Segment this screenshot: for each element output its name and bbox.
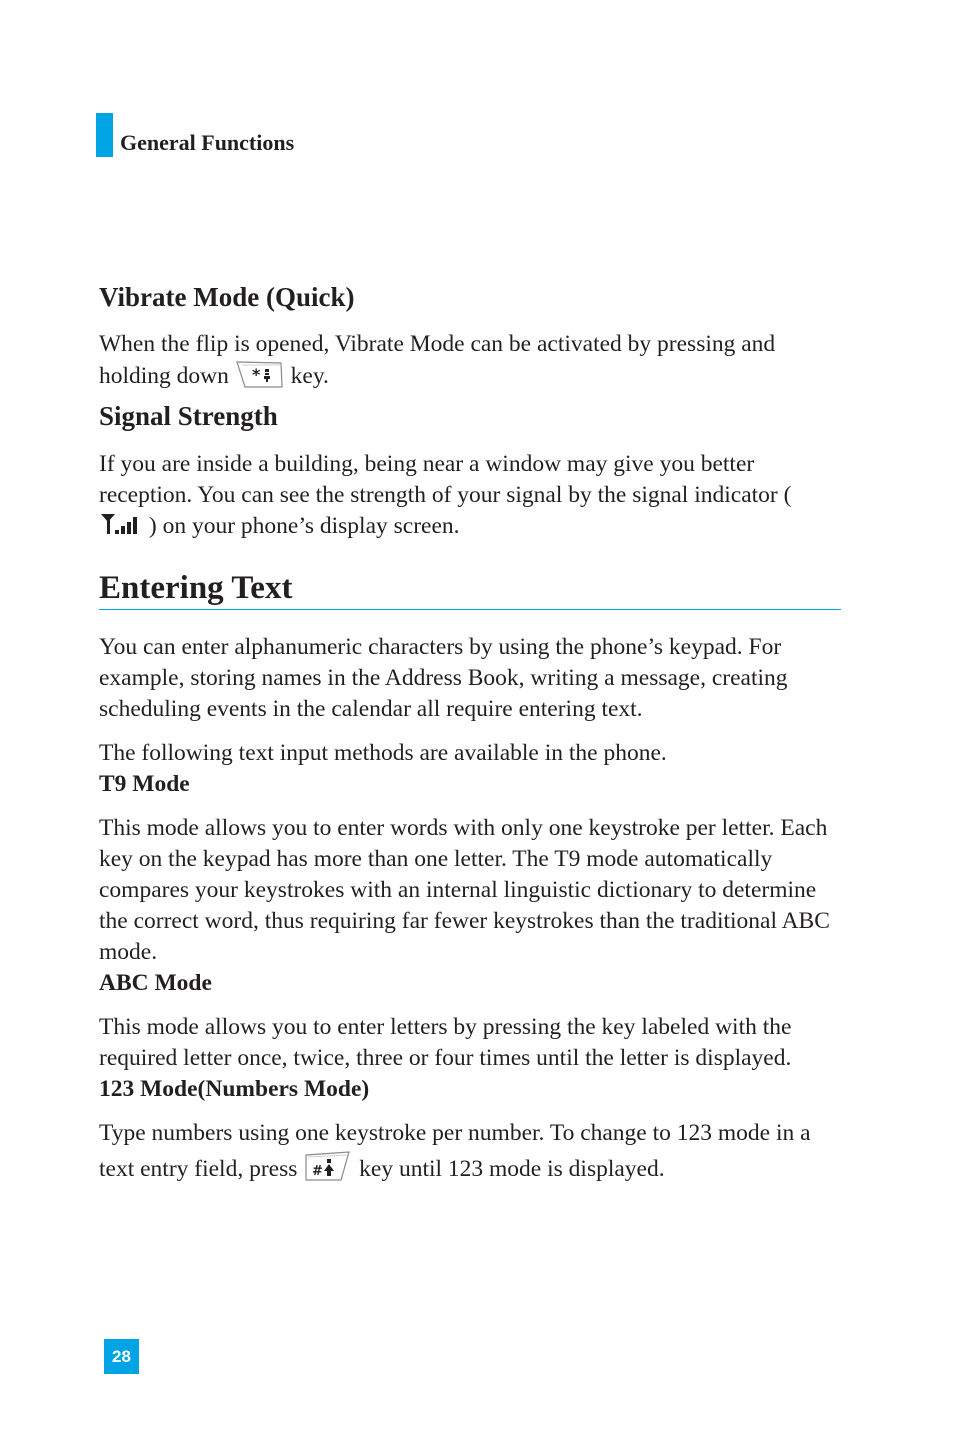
svg-text:*: * — [251, 365, 261, 384]
numbers-mode-paragraph — [99, 1118, 841, 1192]
header-accent-bar — [96, 113, 113, 157]
vibrate-mode-paragraph — [99, 329, 841, 399]
signal-strength-heading: Signal Strength — [99, 401, 278, 431]
numbers-text-after: key until 123 mode is displayed. — [359, 1156, 665, 1183]
abc-mode-paragraph: This mode allows you to enter letters by pressing the key labeled with the required letter once, twice, three or four times until the letter is displayed. — [99, 1014, 792, 1072]
section-header: General Functions — [120, 130, 295, 155]
signal-text-after: ) on your phone’s display screen. — [148, 513, 460, 539]
entering-text-paragraph-2: The following text input methods are available in the phone. — [99, 740, 667, 767]
numbers-mode-heading: 123 Mode(Numbers Mode) — [99, 1076, 370, 1103]
numbers-text-before: Type numbers using one keystroke per number. To change to 123 mode in a text entry field, press — [99, 1120, 811, 1183]
signal-strength-paragraph — [99, 449, 841, 545]
vibrate-text-before: When the flip is opened, Vibrate Mode can be activated by pressing and holding down — [99, 331, 776, 389]
entering-text-paragraph-1: You can enter alphanumeric characters by using the phone’s keypad. For example, storing names in the Address Book, writing a message, creating scheduling events in the calendar all require entering text. — [99, 634, 788, 723]
page-number: 28 — [104, 1339, 139, 1374]
abc-mode-heading: ABC Mode — [99, 970, 212, 997]
t9-mode-heading: T9 Mode — [99, 771, 190, 798]
signal-text-before: If you are inside a building, being near a window may give you better reception. You can see the strength of your signal by the signal indicator ( — [99, 451, 792, 508]
t9-mode-paragraph: This mode allows you to enter words with only one keystroke per letter. Each key on the keypad has more than one letter. The T9 mode automatically compares your keystrokes with an internal linguistic dictionary to determine the correct word, thus requiring far fewer keystrokes than the traditional ABC mode. — [99, 815, 830, 966]
star-key-icon — [235, 360, 285, 399]
vibrate-text-after: key. — [290, 363, 329, 389]
vibrate-mode-heading: Vibrate Mode (Quick) — [99, 282, 355, 312]
svg-text:#: # — [312, 1164, 324, 1180]
page-content — [99, 280, 841, 1192]
signal-indicator-icon — [99, 512, 143, 545]
hash-key-icon — [303, 1149, 353, 1192]
entering-text-heading: Entering Text — [99, 569, 841, 610]
